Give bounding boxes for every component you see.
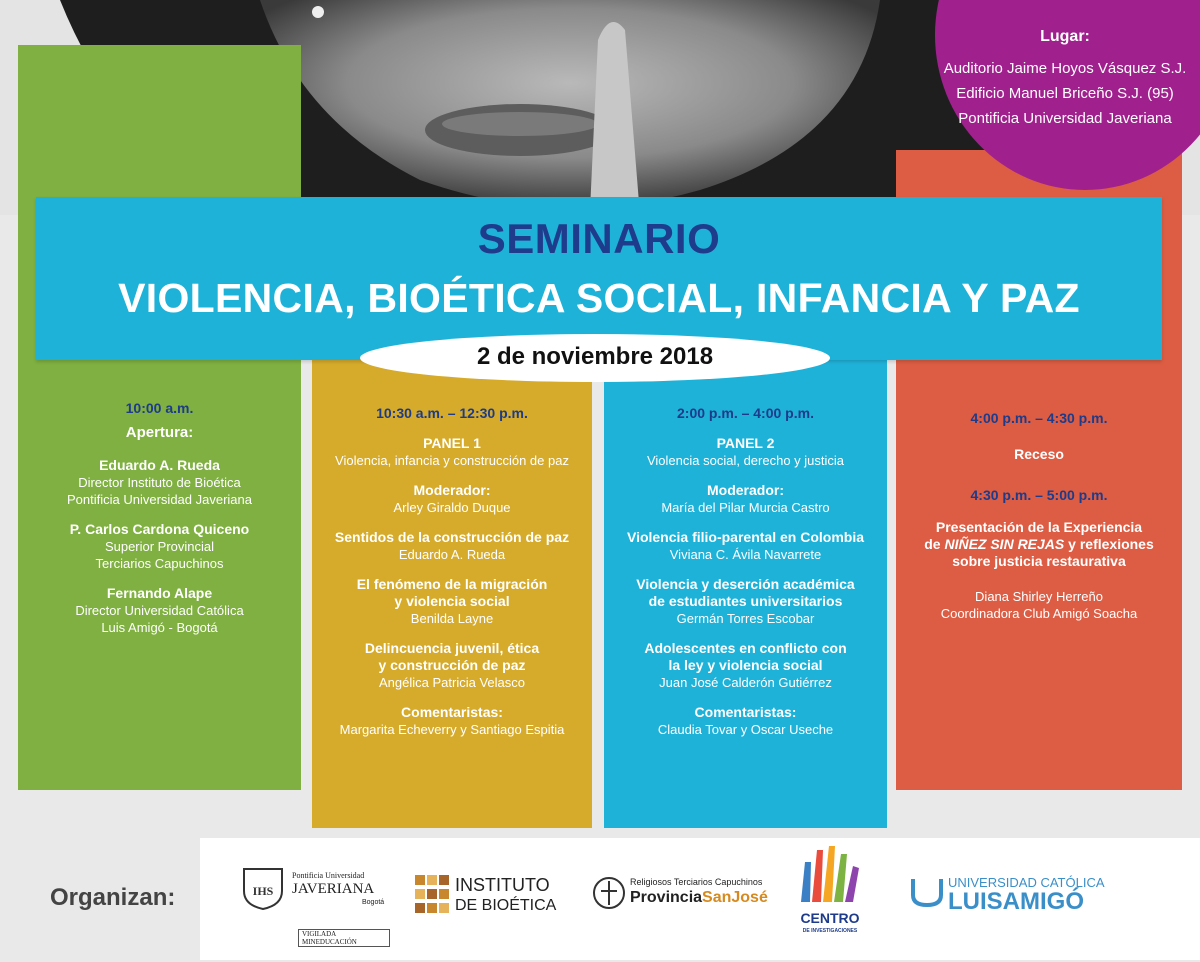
bioethics-mosaic-icon	[415, 875, 451, 915]
talk-speaker: Viviana C. Ávila Navarrete	[669, 547, 822, 562]
moderator-name: Arley Giraldo Duque	[393, 500, 511, 515]
talk-speaker: Eduardo A. Rueda	[398, 547, 506, 562]
svg-text:IHS: IHS	[252, 884, 274, 898]
logo-luis-amigo	[910, 855, 1110, 945]
speaker-1	[18, 457, 301, 508]
talk	[604, 529, 887, 563]
panel1-time: 10:30 a.m. – 12:30 p.m.	[376, 405, 528, 421]
talk-speaker: Germán Torres Escobar	[676, 611, 815, 626]
moderator-name: María del Pilar Murcia Castro	[661, 500, 830, 515]
javeriana-small: Pontificia Universidad	[292, 871, 365, 880]
speaker-2	[18, 521, 301, 572]
presentation-rest: y reflexiones	[1064, 536, 1154, 552]
talk-title-cont: la ley y violencia social	[668, 657, 823, 673]
presentation-line-2	[896, 536, 1182, 553]
talk-title: Sentidos de la construcción de paz	[334, 529, 570, 545]
presentation-time: 4:30 p.m. – 5:00 p.m.	[970, 487, 1108, 503]
logo-instituto-bioetica	[415, 855, 565, 945]
presentation-program: NIÑEZ SIN REJAS	[944, 536, 1065, 552]
talk	[604, 640, 887, 691]
centro-label: CENTRO	[800, 910, 860, 926]
commentators-label: Comentaristas:	[694, 704, 797, 720]
capuchinos-line-2	[630, 889, 768, 907]
speaker-3	[18, 585, 301, 636]
commentators-names: Claudia Tovar y Oscar Useche	[657, 722, 834, 737]
venue-line: Auditorio Jaime Hoyos Vásquez S.J.	[943, 60, 1187, 77]
logo-javeriana	[240, 855, 390, 945]
talk-title-cont: de estudiantes universitarios	[648, 593, 843, 609]
talk-title: Delincuencia juvenil, ética	[364, 640, 540, 656]
logo-centro-investigaciones	[795, 842, 865, 957]
organizers-label: Organizan:	[50, 884, 176, 911]
opening-heading: Apertura:	[125, 424, 194, 441]
bioetica-line-1: INSTITUTO	[455, 875, 550, 895]
panel2-topic: Violencia social, derecho y justicia	[646, 453, 845, 468]
venue-line: Edificio Manuel Briceño S.J. (95)	[956, 85, 1174, 102]
talk-title: Adolescentes en conflicto con	[644, 640, 847, 656]
venue-label: Lugar:	[1040, 28, 1090, 45]
moderator-label: Moderador:	[707, 482, 784, 498]
talk-speaker: Juan José Calderón Gutiérrez	[659, 675, 832, 690]
talk-speaker: Angélica Patricia Velasco	[379, 675, 525, 690]
moderator-label: Moderador:	[413, 482, 491, 498]
talk	[312, 529, 592, 563]
crest-icon	[592, 873, 626, 913]
talk-speaker: Benilda Layne	[410, 611, 494, 626]
panel2-commentators	[604, 704, 887, 738]
capuchinos-line-1: Religiosos Terciarios Capuchinos	[630, 877, 763, 887]
column-opening	[18, 45, 301, 790]
commentators-names: Margarita Echeverry y Santiago Espitia	[339, 722, 565, 737]
presenter-role: Coordinadora Club Amigó Soacha	[940, 606, 1138, 621]
panel2-time: 2:00 p.m. – 4:00 p.m.	[677, 405, 814, 421]
speaker-name: Fernando Alape	[106, 585, 213, 601]
luisamigo-line-1: UNIVERSIDAD CATÓLICA	[948, 875, 1105, 890]
presentation-de: de	[924, 536, 945, 552]
presentation-line-3: sobre justicia restaurativa	[952, 553, 1126, 569]
panel2-title: PANEL 2	[716, 435, 775, 451]
speaker-name: Eduardo A. Rueda	[99, 457, 220, 473]
talk-title: El fenómeno de la migración	[356, 576, 548, 592]
talk-title: Violencia y deserción académica	[636, 576, 855, 592]
logo-capuchinos	[592, 855, 782, 945]
speaker-name: P. Carlos Cardona Quiceno	[69, 521, 250, 537]
panel1-topic: Violencia, infancia y construcción de paz	[335, 453, 569, 468]
panel1-header	[312, 435, 592, 469]
break-time: 4:00 p.m. – 4:30 p.m.	[970, 410, 1108, 426]
break-label: Receso	[1014, 446, 1064, 462]
commentators-label: Comentaristas:	[401, 704, 503, 720]
talk	[312, 640, 592, 691]
talk	[604, 576, 887, 627]
presentation-title	[896, 519, 1182, 570]
speaker-org: Terciarios Capuchinos	[95, 556, 224, 571]
bioetica-line-2: DE BIOÉTICA	[455, 897, 557, 914]
talk-title: Violencia filio-parental en Colombia	[626, 529, 864, 545]
panel2-header	[604, 435, 887, 469]
talk-title-cont: y construcción de paz	[378, 657, 526, 673]
speaker-org: Luis Amigó - Bogotá	[101, 620, 218, 635]
speaker-role: Director Instituto de Bioética	[78, 475, 241, 490]
javeriana-note: VIGILADA MINEDUCACIÓN	[298, 929, 390, 947]
event-date: 2 de noviembre 2018	[476, 343, 714, 370]
javeriana-city: Bogotá	[362, 899, 385, 906]
panel2-moderator	[604, 482, 887, 516]
talk	[312, 576, 592, 627]
javeriana-name: JAVERIANA	[292, 881, 375, 897]
speaker-role: Superior Provincial	[104, 539, 215, 554]
raised-hands-icon	[795, 842, 865, 957]
venue-line: Pontificia Universidad Javeriana	[958, 110, 1172, 127]
panel1-moderator	[312, 482, 592, 516]
u-mark-icon	[910, 877, 944, 907]
presentation-line-1: Presentación de la Experiencia	[935, 519, 1143, 535]
talk-title-cont: y violencia social	[394, 593, 510, 609]
seminar-label: SEMINARIO	[477, 215, 721, 262]
panel1-commentators	[312, 704, 592, 738]
shield-icon	[240, 865, 286, 911]
seminar-title: VIOLENCIA, BIOÉTICA SOCIAL, INFANCIA Y PAZ	[118, 275, 1080, 321]
capuchinos-provincia: Provincia	[630, 889, 703, 906]
centro-sub: DE INVESTIGACIONES	[802, 928, 858, 934]
speaker-org: Pontificia Universidad Javeriana	[67, 492, 252, 507]
opening-time: 10:00 a.m.	[125, 400, 194, 416]
panel1-title: PANEL 1	[423, 435, 481, 451]
luisamigo-line-2: LUISAMIGÓ	[948, 888, 1084, 915]
presenter-name: Diana Shirley Herreño	[975, 589, 1103, 604]
capuchinos-sanjose: SanJosé	[702, 889, 768, 906]
speaker-role: Director Universidad Católica	[75, 603, 244, 618]
presenter	[896, 588, 1182, 622]
